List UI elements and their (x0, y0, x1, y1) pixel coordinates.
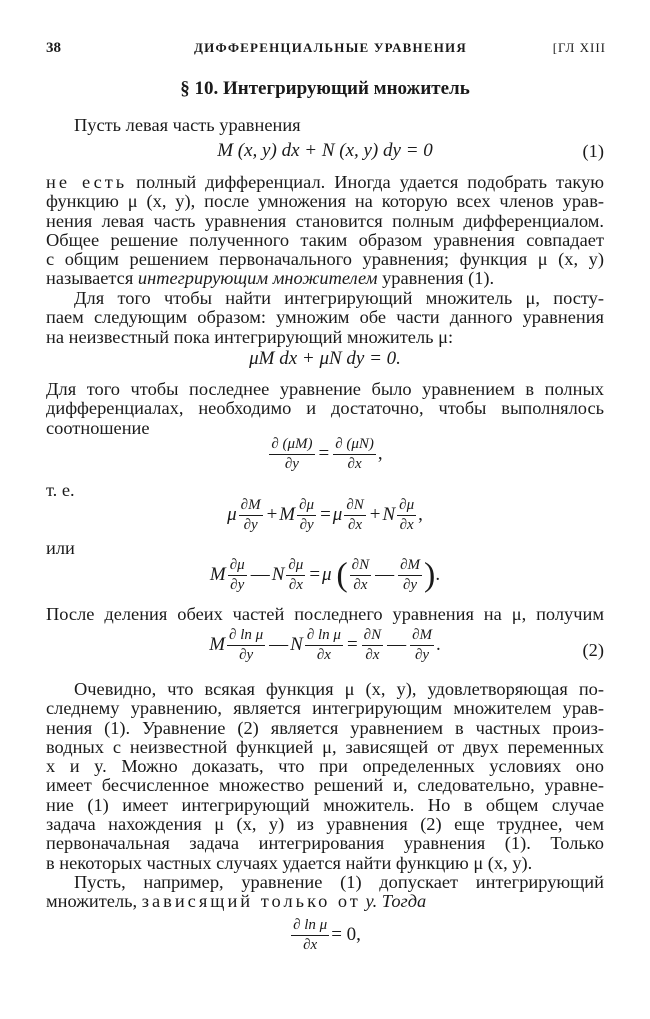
text-line: в некоторых частных случаях удается найти функцию μ (x, y). (46, 852, 533, 873)
minus-sign: — (250, 563, 270, 585)
denominator: ∂x (399, 517, 414, 533)
equals-sign: = (320, 503, 331, 525)
fraction (410, 628, 434, 663)
text-line: дифференциалах, необходимо и достаточно, чтобы выполнялось (46, 398, 604, 419)
text-line (46, 892, 604, 911)
text-line: первоначальная задача интегрирования уравнения (1). Только (46, 833, 604, 854)
minus-sign: — (387, 633, 407, 655)
symbol: μ (332, 503, 343, 525)
equals-sign: = (309, 563, 321, 585)
fraction (269, 437, 314, 472)
text-line: Очевидно, что всякая функция μ (x, y), удовлетворяющая по- (74, 679, 604, 699)
numerator: ∂μ (397, 498, 416, 516)
symbol: μ (322, 563, 332, 585)
text-line: с общим решением первоначального уравнения; функция μ (x, y) (46, 249, 604, 270)
equals-sign: = (318, 442, 330, 464)
intro-paragraph (46, 116, 604, 135)
running-header (46, 40, 606, 62)
denominator: ∂y (239, 647, 254, 663)
text-line: ние (1) имеет интегрирующий множитель. Но в общем случае (46, 794, 604, 815)
text-line: на неизвестный пока интегрирующий множитель μ: (46, 326, 454, 347)
equation-rhs: = 0, (331, 923, 361, 945)
denominator: ∂y (284, 456, 299, 472)
numerator: ∂ (μN) (333, 437, 376, 455)
text-line: Пусть левая часть уравнения (74, 115, 301, 135)
text-line: x и y. Можно доказать, что при определенных условиях оно (46, 756, 604, 777)
text-line: имеет бесчисленное множество решений и, следовательно, уравне- (46, 775, 604, 796)
chapter-label: [ГЛ XIII (552, 40, 606, 55)
text-line: паем следующим образом: умножим обе части данного уравнения (46, 307, 604, 328)
paragraph-5 (46, 680, 604, 873)
symbol: M (209, 563, 226, 585)
equation-1 (0, 140, 650, 162)
fraction (397, 498, 416, 533)
numerator: ∂N (362, 628, 383, 646)
text-line: задача нахождения μ (x, y) из уравнения (2) еще труднее, чем (46, 814, 604, 835)
equals-sign: = (346, 633, 358, 655)
denominator: ∂x (348, 517, 363, 533)
numerator: ∂μ (297, 498, 316, 516)
denominator: ∂y (299, 517, 314, 533)
minus-sign: — (269, 633, 289, 655)
text-line: нения (1). Уравнение (2) является уравнением в частных произ- (46, 717, 604, 738)
equation-condition (0, 437, 650, 472)
spaced-emphasis: зависящий только от (141, 891, 361, 912)
running-title: ДИФФЕРЕНЦИАЛЬНЫЕ УРАВНЕНИЯ (194, 40, 467, 55)
text-line: функцию μ (x, y), после умножения на которую всех членов урав- (46, 191, 604, 212)
numerator: ∂ ln μ (291, 918, 329, 936)
denominator: ∂x (347, 456, 362, 472)
symbol: μ (227, 503, 237, 525)
fraction (344, 498, 365, 533)
denominator: ∂x (316, 647, 331, 663)
text-line: водных с неизвестной функцией μ, зависящей от двух переменных (46, 736, 604, 757)
text-line: Пусть, например, уравнение (1) допускает интегрирующий (74, 872, 604, 892)
fraction (350, 558, 371, 593)
right-paren: ) (424, 556, 436, 594)
fraction (227, 628, 265, 663)
left-paren: ( (336, 556, 348, 594)
label-te: т. е. (46, 480, 75, 500)
text-line: нения левая часть уравнения становится полным дифференциалом. (46, 210, 604, 231)
fraction (286, 558, 305, 593)
paragraph-6 (46, 873, 604, 912)
text-line: Для того чтобы найти интегрирующий множитель μ, посту- (74, 288, 604, 308)
symbol: M (209, 633, 226, 655)
text-line: следнему уравнению, является интегрирующим множителем урав- (46, 698, 604, 719)
fraction (239, 498, 263, 533)
text-line: Общее решение полученного таким образом уравнения совпадает (46, 229, 604, 250)
page-number: 38 (46, 40, 61, 56)
denominator: ∂x (353, 577, 368, 593)
numerator: ∂ ln μ (227, 628, 265, 646)
text-line: соотношение (46, 417, 150, 438)
text-line: Для того чтобы последнее уравнение было уравнением в полных (46, 379, 604, 399)
equation-last (0, 918, 650, 953)
fraction (333, 437, 376, 472)
paragraph-4 (46, 605, 604, 624)
symbol: M (279, 503, 296, 525)
equation-mu: μM dx + μN dy = 0. (249, 348, 401, 369)
denominator: ∂y (230, 577, 245, 593)
numerator: ∂M (398, 558, 422, 576)
section-title: § 10. Интегрирующий множитель (180, 78, 470, 99)
punctuation: , (418, 503, 423, 525)
numerator: ∂M (410, 628, 434, 646)
numerator: ∂N (350, 558, 371, 576)
text-fragment: называется (46, 268, 138, 289)
numerator: ∂ (μM) (269, 437, 314, 455)
text-fragment: y. Тогда (360, 891, 427, 912)
equation-2 (0, 628, 650, 663)
label-ili: или (46, 538, 75, 558)
paragraph-3 (46, 380, 604, 438)
text-fragment: полный дифференциал. Иногда удается подобрать такую (127, 172, 604, 192)
fraction (297, 498, 316, 533)
numerator: ∂μ (286, 558, 305, 576)
punctuation: , (377, 442, 383, 464)
fraction (362, 628, 383, 663)
denominator: ∂y (415, 647, 430, 663)
numerator: ∂ ln μ (305, 628, 343, 646)
minus-sign: — (375, 563, 395, 585)
fraction (291, 918, 329, 953)
fraction (305, 628, 343, 663)
denominator: ∂x (303, 937, 318, 953)
punctuation: . (436, 633, 441, 655)
denominator: ∂y (243, 517, 258, 533)
equation-difference (0, 558, 650, 593)
equation-1-body: M (x, y) dx + N (x, y) dy = 0 (217, 140, 433, 161)
plus-sign: + (266, 503, 278, 525)
paragraph-2 (46, 289, 604, 347)
plus-sign: + (369, 503, 381, 525)
spaced-emphasis: не есть (46, 172, 128, 192)
equation-expanded (0, 498, 650, 533)
italic-term: интегрирующим множителем (137, 268, 378, 289)
punctuation: . (435, 563, 441, 585)
fraction (398, 558, 422, 593)
paragraph-1 (46, 173, 604, 289)
denominator: ∂x (288, 577, 303, 593)
text-fragment: уравнения (1). (377, 268, 495, 289)
denominator: ∂x (365, 647, 380, 663)
numerator: ∂μ (228, 558, 247, 576)
denominator: ∂y (403, 577, 418, 593)
fraction (228, 558, 247, 593)
text-fragment: множитель, (46, 891, 142, 912)
text-line: После деления обеих частей последнего уравнения на μ, получим (46, 604, 604, 624)
numerator: ∂N (344, 498, 365, 516)
equation-1-number: (1) (582, 141, 604, 161)
equation-2-number: (2) (582, 640, 604, 660)
text-line (46, 269, 604, 288)
symbol: N (290, 633, 303, 655)
symbol: N (382, 503, 396, 525)
numerator: ∂M (239, 498, 263, 516)
text-line (46, 173, 604, 192)
symbol: N (271, 563, 285, 585)
